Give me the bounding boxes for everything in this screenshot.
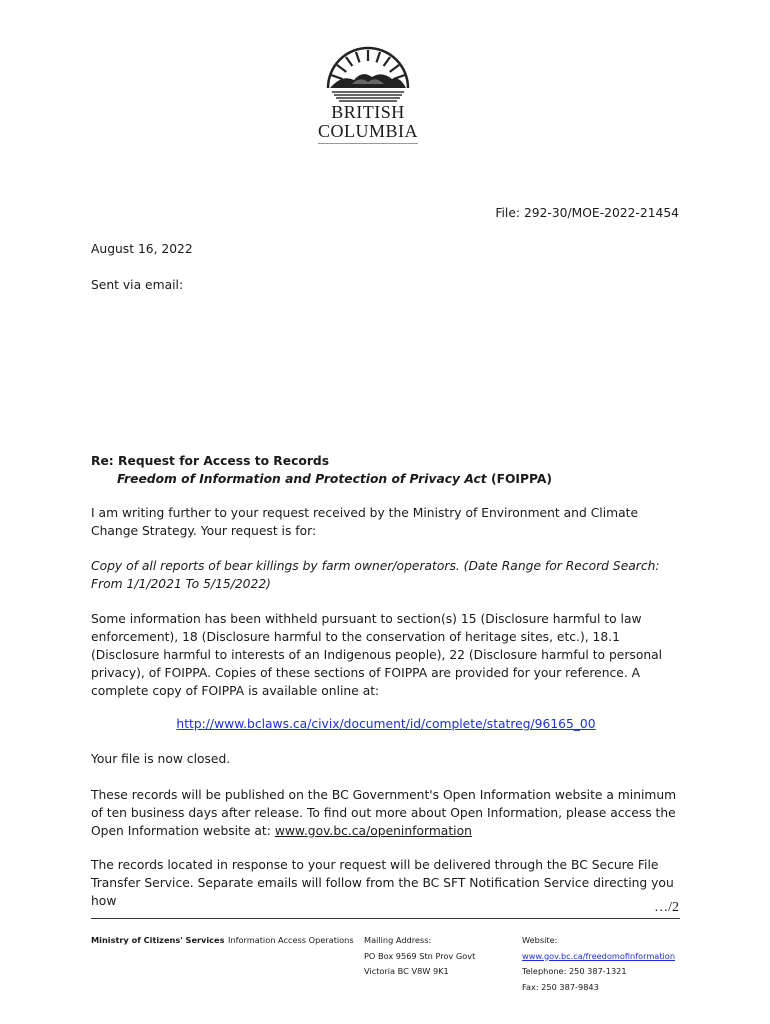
act-abbreviation: (FOIPPA) <box>486 472 553 486</box>
bc-government-logo <box>312 44 424 148</box>
mailing-label: Mailing Address: <box>364 935 432 945</box>
mailing-line-2: Victoria BC V8W 9K1 <box>364 966 449 976</box>
open-information-paragraph <box>91 786 685 840</box>
foippa-link[interactable]: http://www.bclaws.ca/civix/document/id/complete/statreg/96165_00 <box>176 717 596 731</box>
mailing-line-1: PO Box 9569 Stn Prov Govt <box>364 950 476 961</box>
act-name: Freedom of Information and Protection of Privacy Act <box>117 472 487 486</box>
withheld-paragraph: Some information has been withheld pursuant to section(s) 15 (Disclosure harmful to law enforcement), 18 (Disclosure harmful to the conservation of heritage sites, etc.), 18.1 (Disclosure harmful to interests of an Indigenous people), 22 (Disclosure harmful to personal privacy), of FOIPPA. Copies of these sections of FOIPPA are provided for your reference. A complete copy of FOIPPA is available online at: <box>91 612 663 698</box>
foippa-link-row <box>91 715 681 733</box>
file-reference: File: 292-30/MOE-2022-21454 <box>495 206 679 220</box>
footer-divider <box>91 918 680 919</box>
website-label: Website: <box>522 935 558 945</box>
footer-office: Information Access Operations <box>228 935 354 945</box>
footer-ministry <box>91 933 224 949</box>
ministry-name: Ministry of Citizens' Services <box>91 935 225 945</box>
letter-date: August 16, 2022 <box>91 242 193 256</box>
telephone: Telephone: 250 387-1321 <box>522 966 627 976</box>
fax: Fax: 250 387-9843 <box>522 981 599 992</box>
intro-paragraph: I am writing further to your request received by the Ministry of Environment and Climate Change Strategy. Your request is for: <box>91 506 639 538</box>
logo-underline <box>318 143 418 144</box>
sun-mountains-icon <box>312 44 424 104</box>
page-continuation: …/2 <box>654 900 679 915</box>
request-description: Copy of all reports of bear killings by farm owner/operators. (Date Range for Record Search: From 1/1/2021 To 5/15/2022) <box>91 559 660 591</box>
open-information-link[interactable]: www.gov.bc.ca/openinformation <box>274 824 472 838</box>
subject-line: Re: Request for Access to Records <box>91 454 330 468</box>
delivery-paragraph: The records located in response to your request will be delivered through the BC Secure File Transfer Service. Separate emails will follow from the BC SFT Notification Service directing you how <box>91 858 674 908</box>
open-information-text: These records will be published on the BC Government's Open Information website a minimum of ten business days after release. To find out more about Open Information, please access the Open Information website at: <box>91 788 677 838</box>
footer-mailing <box>364 933 475 980</box>
logo-line-columbia: COLUMBIA <box>317 121 418 141</box>
footer-contact <box>522 933 675 995</box>
sent-via-label: Sent via email: <box>91 278 184 292</box>
logo-line-british: BRITISH <box>331 102 405 122</box>
file-closed-paragraph: Your file is now closed. <box>91 752 231 766</box>
subject-act <box>117 470 552 488</box>
website-link[interactable]: www.gov.bc.ca/freedomofinformation <box>522 950 676 961</box>
